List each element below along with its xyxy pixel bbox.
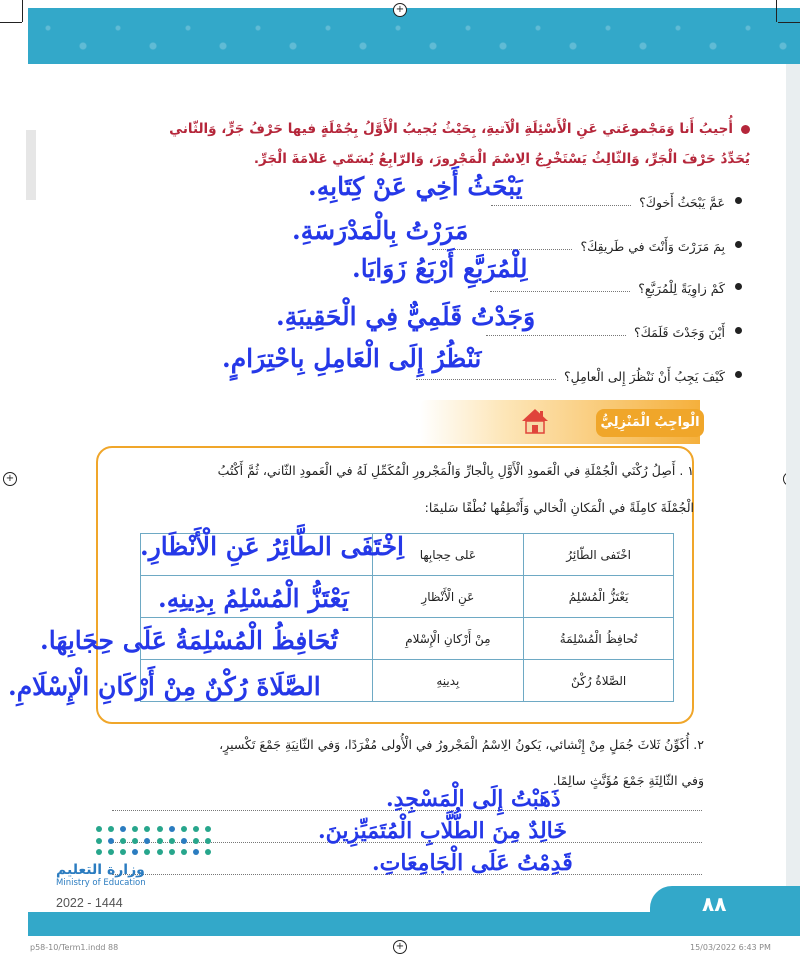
table-cell: بِدينِهِ (372, 660, 524, 702)
handwritten-answer: اِخْتَفَى الطَّائِرُ عَنِ الْأَنْظَارِ. (140, 532, 404, 561)
handwritten-answer: قَدِمْتُ عَلَى الْجَامِعَاتِ. (372, 850, 573, 876)
crop-mark (22, 0, 23, 22)
table-cell: عَنِ الْأَنْظارِ (372, 576, 524, 618)
table-cell: يَعْتَزُّ الْمُسْلِمُ (524, 576, 674, 618)
task-1-line-1: ١ . أَصِلُ رُكْنَي الْجُمْلَةِ في الْعَمودِ الْأَوَّلِ بِالْجارِّ وَالْمَجْرورِ الْمُكَمِّلِ لَهُ في الْعَمودِ الثّاني، ثُمَّ أَكْتُبُ (217, 463, 694, 478)
table-cell: اخْتَفى الطّائِرُ (524, 534, 674, 576)
question-text: كَمْ زاوِيَةً لِلْمُرَبَّعِ؟ (638, 281, 725, 296)
bullet-icon (735, 371, 742, 378)
table-cell: مِنْ أَرْكانِ الْإِسْلامِ (372, 618, 524, 660)
registration-mark-icon: + (393, 940, 407, 954)
handwritten-answer: الصَّلَاةَ رُكْنٌ مِنْ أَرْكَانِ الْإِسْلَامِ. (8, 672, 321, 701)
task-1-line-2: الْجُمْلَةَ كامِلَةً في الْمَكانِ الْخالي وَأَنْطِقُها نُطْقًا سَليمًا: (424, 500, 694, 515)
bullet-icon (735, 197, 742, 204)
bullet-icon (735, 283, 742, 290)
bullet-icon (741, 125, 750, 134)
question-text: بِمَ مَرَرْتَ وَأَنْتَ في طَريقِكَ؟ (580, 239, 725, 254)
answer-line (490, 291, 630, 292)
instruction-line-2: يُحَدِّدُ حَرْفَ الْجَرِّ، وَالثّالِثُ يَسْتَخْرِجُ الِاسْمَ الْمَجْرورَ، وَالرّابِعُ يُسَمّي عَلامَةَ الْجَرِّ. (253, 151, 750, 167)
task-2-line-2: وَفي الثّالِثَةِ جَمْعَ مُؤَنَّثٍ سالِمًا. (552, 773, 704, 788)
crop-mark (776, 0, 777, 22)
question-text: عَمَّ يَبْحَثُ أَخوكَ؟ (639, 195, 725, 210)
table-cell: تُحافِظُ الْمُسْلِمَةُ (524, 618, 674, 660)
logo-arabic-text: وزارة التعليم (56, 862, 145, 878)
table-cell: عَلى حِجابِها (372, 534, 524, 576)
handwritten-answer: يَبْحَثُ أَخِي عَنْ كِتَابِهِ. (308, 172, 523, 201)
logo-dots-icon (96, 826, 214, 858)
answer-line (416, 379, 556, 380)
handwritten-answer: نَنْظُرُ إِلَى الْعَامِلِ بِاحْتِرَامٍ. (222, 344, 482, 373)
footer-date: 15/03/2022 6:43 PM (690, 943, 771, 952)
instruction-line-1: أُجيبُ أَنا وَمَجْموعَتي عَنِ الْأَسْئِلَةِ الْآتيةِ، بِحَيْثُ يُجيبُ الْأَوَّلُ بِجُمْلَةٍ فيها حَرْفُ جَرٍّ، وَالثّاني (169, 121, 733, 137)
house-icon (520, 406, 550, 436)
registration-mark-icon: + (3, 472, 17, 486)
instruction-text (60, 114, 750, 174)
handwritten-answer: مَرَرْتُ بِالْمَدْرَسَةِ. (292, 216, 469, 245)
homework-task-1 (104, 452, 694, 526)
handwritten-answer: يَعْتَزُّ الْمُسْلِمُ بِدِينِهِ. (158, 584, 349, 613)
bullet-icon (735, 241, 742, 248)
page-number: ٨٨ (702, 892, 727, 916)
answer-line (432, 249, 572, 250)
crop-mark (778, 22, 800, 23)
footer-file-name: p58-10/Term1.indd 88 (30, 943, 119, 952)
crop-mark (0, 22, 22, 23)
answer-line (486, 335, 626, 336)
handwritten-answer: تُحَافِظُ الْمُسْلِمَةُ عَلَى حِجَابِهَا. (40, 626, 338, 655)
handwritten-answer: وَجَدْتُ قَلَمِيٌّ فِي الْحَقِيبَةِ. (276, 302, 536, 331)
edition-year: 2022 - 1444 (56, 896, 123, 910)
logo-english-text: Ministry of Education (56, 878, 146, 888)
answer-line (491, 205, 631, 206)
ministry-logo (56, 826, 206, 888)
question-text: أَيْنَ وَجَدْتَ قَلَمَكَ؟ (633, 325, 725, 340)
registration-mark-icon: + (393, 3, 407, 17)
question-text: كَيْفَ يَجِبُ أَنْ نَنْظُرَ إِلى الْعامِلِ؟ (563, 369, 725, 384)
page-edge-strip (786, 64, 800, 924)
task-2-line-1: ٢. أُكَوِّنُ ثَلاثَ جُمَلٍ مِنْ إِنْشائي، يَكونُ الِاسْمُ الْمَجْرورُ في الْأُولى مُفْرَدًا، وَفي الثّانِيَةِ جَمْعَ تَكْسيرٍ، (219, 737, 704, 752)
handwritten-answer: لِلْمُرَبَّعِ أَرْبَعُ زَوَايَا. (352, 254, 528, 283)
scan-shadow (26, 130, 36, 200)
top-decorative-band (28, 8, 800, 64)
handwritten-answer: خَالِدٌ مِنَ الطُّلَّابِ الْمُتَمَيِّزِينَ. (318, 818, 567, 844)
handwritten-answer: ذَهَبْتُ إِلَى الْمَسْجِدِ. (386, 786, 561, 812)
homework-title: الْواجِبُ الْمَنْزِلِيُّ (596, 409, 704, 437)
table-cell: الصَّلاةُ رُكْنٌ (524, 660, 674, 702)
bullet-icon (735, 327, 742, 334)
